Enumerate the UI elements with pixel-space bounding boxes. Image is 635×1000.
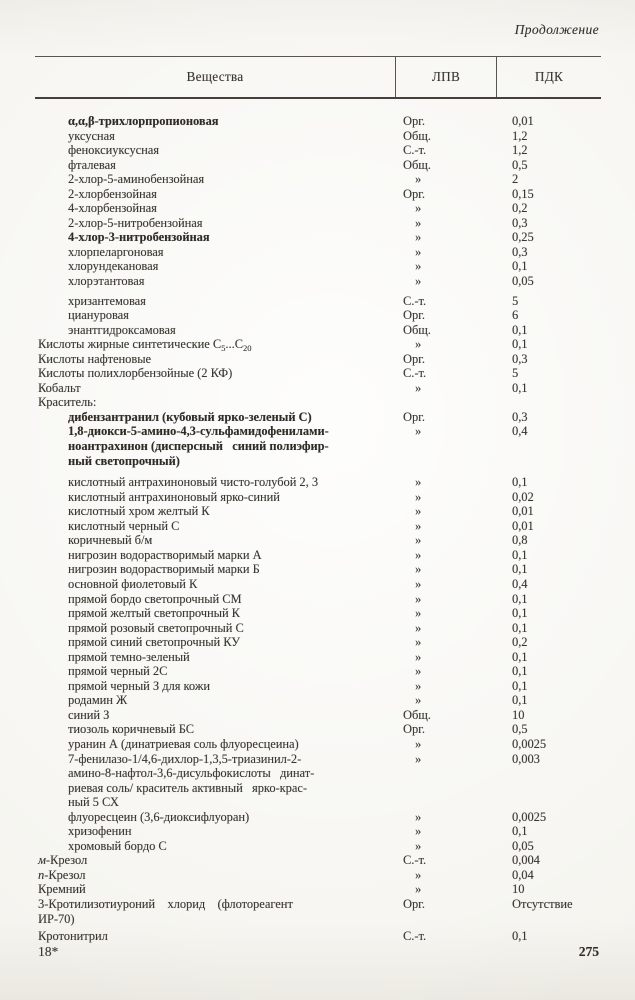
table-row (35, 308, 601, 323)
substance-name-line: хлорпеларгоновая (68, 244, 164, 259)
table-row (35, 352, 601, 367)
substance-name (35, 533, 392, 548)
pdk-value: 0,01 (512, 114, 534, 128)
substance-name-line: кислотный антрахиноновый чисто-голубой 2, 3 (68, 475, 319, 490)
lpv-value: » (415, 201, 422, 216)
pdk-value: 0,1 (512, 693, 528, 708)
substance-name (35, 562, 392, 577)
substance-name (35, 172, 392, 187)
pdk-value: 0,0025 (512, 736, 547, 751)
table-row (35, 737, 601, 752)
substance-name-line: Кремний (38, 882, 86, 897)
substance-name-line: циануровая (68, 308, 129, 323)
table-row (35, 664, 601, 679)
table-row (35, 868, 601, 883)
pdk-value: 0,1 (512, 259, 528, 274)
table-row (35, 172, 601, 187)
table-row (35, 592, 601, 607)
table-row (35, 337, 601, 352)
substance-name-line: хризофенин (68, 824, 132, 839)
lpv-value: С.-т. (403, 143, 427, 158)
table-row (35, 853, 601, 868)
substance-name (35, 230, 392, 245)
substance-name (35, 693, 392, 708)
lpv-value: Орг. (403, 351, 425, 366)
substance-name-line: прямой черный З для кожи (68, 678, 210, 693)
substance-name-line: хлорундекановая (68, 259, 159, 274)
lpv-value: » (415, 274, 422, 289)
table-row (35, 424, 601, 468)
substance-name-line: м-Крезол (38, 853, 88, 868)
pdk-value: 2 (512, 172, 519, 187)
substance-name (35, 929, 392, 944)
lpv-value: » (415, 838, 422, 853)
substance-name (35, 504, 392, 519)
substance-name-line: энантгидроксамовая (68, 322, 176, 337)
table-row (35, 504, 601, 519)
pdk-value: 0,1 (512, 475, 528, 490)
table-header (35, 56, 601, 99)
lpv-value: » (415, 620, 422, 635)
substance-name (35, 337, 392, 352)
pdk-value: 5 (512, 366, 519, 381)
lpv-value: » (415, 635, 422, 650)
lpv-value: С.-т. (403, 293, 427, 308)
substance-name (35, 187, 392, 202)
pdk-value: 0,1 (512, 591, 528, 606)
substance-name (35, 294, 392, 309)
pdk-value: 0,1 (512, 929, 528, 944)
substance-name (35, 708, 392, 723)
substance-name-line: 2-хлор-5-аминобензойная (68, 172, 205, 187)
substance-name (35, 621, 392, 636)
substance-name (35, 606, 392, 621)
substance-name (35, 395, 392, 410)
substance-name-line: ноантрахинон (дисперсный синий полиэфир- (68, 439, 329, 454)
substance-name-line: кислотный антрахиноновый ярко-синий (68, 489, 280, 504)
pdk-value: 6 (512, 308, 519, 323)
pdk-value: 0,1 (512, 606, 528, 621)
pdk-value: 0,25 (512, 230, 534, 245)
pdk-value: 0,1 (512, 547, 528, 562)
pdk-value: 0,1 (512, 380, 528, 395)
lpv-value: » (415, 882, 422, 897)
substance-name (35, 868, 392, 883)
substance-name (35, 592, 392, 607)
lpv-value: » (415, 230, 422, 245)
pdk-value: 0,1 (512, 322, 528, 337)
pdk-value: 1,2 (512, 128, 528, 143)
table-row (35, 606, 601, 621)
substance-name-line: 2-хлорбензойная (68, 186, 157, 201)
substance-name-line: прямой желтый светопрочный К (68, 606, 240, 621)
substance-name-line: уксусная (68, 128, 115, 143)
column-header-substances: Вещества (186, 69, 244, 84)
substance-name-line: 2-хлор-5-нитробензойная (68, 215, 203, 230)
substance-name (35, 216, 392, 231)
table-row (35, 650, 601, 665)
pdk-value: 0,003 (512, 751, 540, 766)
substance-name-line: п-Крезол (38, 867, 86, 882)
lpv-value: Орг. (403, 722, 425, 737)
substance-name (35, 635, 392, 650)
pdk-value: 0,01 (512, 518, 534, 533)
lpv-value: Орг. (403, 409, 425, 424)
substance-name (35, 824, 392, 839)
lpv-value: Общ. (403, 157, 431, 172)
substance-name (35, 323, 392, 338)
table-row (35, 245, 601, 260)
pdk-value: 0,0025 (512, 809, 547, 824)
table-row (35, 752, 601, 810)
column-header-pdk: ПДК (496, 57, 601, 97)
lpv-value: » (415, 736, 422, 751)
lpv-value: » (415, 693, 422, 708)
substance-name-line: 3-Кротилизотиуроний хлорид (флотореагент (38, 896, 293, 911)
pdk-value: 0,2 (512, 201, 528, 216)
pdk-value: 0,01 (512, 504, 534, 519)
page-footer (38, 944, 599, 960)
substance-name-line: основной фиолетовый К (68, 576, 198, 591)
lpv-value: » (415, 606, 422, 621)
table-row (35, 410, 601, 425)
substance-name (35, 650, 392, 665)
substance-name (35, 664, 392, 679)
substance-name-line: прямой синий светопрочный КУ (68, 635, 241, 650)
table-row (35, 475, 601, 490)
pdk-value: 0,4 (512, 424, 528, 439)
substance-name-line: Кротонитрил (38, 929, 108, 944)
lpv-value: Орг. (403, 186, 425, 201)
substance-name-line: хризантемовая (68, 293, 146, 308)
table-row (35, 722, 601, 737)
column-header-lpv: ЛПВ (395, 57, 496, 97)
pdk-value: 0,1 (512, 649, 528, 664)
table-row (35, 216, 601, 231)
pdk-value: 0,1 (512, 337, 528, 352)
lpv-value: » (415, 259, 422, 274)
table-row (35, 548, 601, 563)
pdk-value: 0,5 (512, 722, 528, 737)
substance-name (35, 259, 392, 274)
substance-name-line: ный 5 СХ (68, 795, 119, 810)
substance-name (35, 679, 392, 694)
substance-name (35, 752, 392, 810)
table-row (35, 129, 601, 144)
substance-name-line: дибензантранил (кубовый ярко-зеленый С) (68, 409, 312, 424)
substance-name-line: прямой розовый светопрочный С (68, 620, 244, 635)
substance-name-line: кислотный черный С (68, 518, 180, 533)
substance-name (35, 352, 392, 367)
substance-name (35, 201, 392, 216)
substance-name-line: фталевая (68, 157, 116, 172)
pdk-value: 10 (512, 882, 525, 897)
pdk-value: 0,05 (512, 838, 534, 853)
pdk-value: 0,8 (512, 533, 528, 548)
table-row (35, 158, 601, 173)
substance-name-line: риевая соль/ краситель активный ярко-крас- (68, 780, 307, 795)
lpv-value: Орг. (403, 308, 425, 323)
substance-name-line: прямой бордо светопрочный СМ (68, 591, 242, 606)
pdk-value: 10 (512, 707, 525, 722)
table-row (35, 323, 601, 338)
substance-name-line: 4-хлорбензойная (68, 201, 157, 216)
substance-name (35, 548, 392, 563)
table-row (35, 635, 601, 650)
pdk-value: 0,1 (512, 664, 528, 679)
table-row (35, 577, 601, 592)
substance-name (35, 722, 392, 737)
signature-mark: 18* (38, 944, 59, 959)
substance-name-line: феноксиуксусная (68, 143, 159, 158)
table-row (35, 274, 601, 289)
pdk-value: 0,3 (512, 215, 528, 230)
pdk-value: 0,2 (512, 635, 528, 650)
substance-name-line: уранин А (динатриевая соль флуоресцеина) (68, 736, 299, 751)
lpv-value: » (415, 475, 422, 490)
table-row (35, 381, 601, 396)
substance-name-line: нигрозин водорастворимый марки А (68, 547, 262, 562)
lpv-value: » (415, 504, 422, 519)
lpv-value: Общ. (403, 707, 431, 722)
substance-name-line: α,α,β-трихлорпропионовая (68, 114, 219, 128)
substance-name-line: хлорэтантовая (68, 274, 145, 289)
table-row (35, 143, 601, 158)
substance-name (35, 839, 392, 854)
substance-name (35, 577, 392, 592)
lpv-value: » (415, 337, 422, 352)
lpv-value: С.-т. (403, 853, 427, 868)
table-row (35, 882, 601, 897)
pdk-value: 0,004 (512, 853, 540, 868)
substance-name-line: тиозоль коричневый БС (68, 722, 194, 737)
substance-name (35, 897, 392, 926)
substance-name-line: Кислоты полихлорбензойные (2 КФ) (38, 366, 233, 381)
pdk-value: 0,04 (512, 867, 534, 882)
substance-name-line: Кобальт (38, 380, 81, 395)
lpv-value: » (415, 562, 422, 577)
lpv-value: » (415, 867, 422, 882)
lpv-value: » (415, 489, 422, 504)
substance-name-line: ИР-70) (38, 911, 75, 926)
table-row (35, 259, 601, 274)
table-row (35, 824, 601, 839)
table-row (35, 621, 601, 636)
substance-name-line: прямой темно-зеленый (68, 649, 190, 664)
substance-name (35, 245, 392, 260)
table-row (35, 490, 601, 505)
substance-name (35, 475, 392, 490)
pdk-value: 0,5 (512, 157, 528, 172)
pdk-value: 0,1 (512, 562, 528, 577)
table-row (35, 897, 601, 926)
table-row (35, 294, 601, 309)
table-row (35, 366, 601, 381)
substance-name-line: синий З (68, 707, 110, 722)
substance-name (35, 853, 392, 868)
table-row (35, 187, 601, 202)
lpv-value: » (415, 591, 422, 606)
lpv-value: Орг. (403, 114, 425, 128)
table-body (35, 99, 601, 944)
pdk-value: Отсутствие (512, 896, 573, 911)
lpv-value: С.-т. (403, 366, 427, 381)
lpv-value: » (415, 380, 422, 395)
substance-name-line: Краситель: (38, 395, 97, 410)
pdk-value: 0,3 (512, 409, 528, 424)
pdk-value: 0,3 (512, 244, 528, 259)
pdk-value: 0,15 (512, 186, 534, 201)
table-row (35, 708, 601, 723)
lpv-value: » (415, 172, 422, 187)
substance-name-line: амино-8-нафтол-3,6-дисульфокислоты динат- (68, 766, 315, 781)
pdk-value: 1,2 (512, 143, 528, 158)
substance-name-line: хромовый бордо С (68, 838, 167, 853)
lpv-value: » (415, 678, 422, 693)
lpv-value: » (415, 424, 422, 439)
lpv-value: » (415, 533, 422, 548)
substance-name-line: ный светопрочный) (68, 453, 180, 468)
substance-name-line: Кислоты жирные синтетические $С_5...С_{20}$ (38, 337, 252, 354)
lpv-value: Общ. (403, 322, 431, 337)
table-row (35, 533, 601, 548)
table-row (35, 929, 601, 944)
table-row (35, 201, 601, 216)
substance-name (35, 114, 392, 129)
substance-name (35, 308, 392, 323)
substance-name (35, 381, 392, 396)
lpv-value: » (415, 751, 422, 766)
lpv-value: » (415, 576, 422, 591)
substance-name (35, 129, 392, 144)
page-number: 275 (578, 944, 599, 959)
table-row (35, 519, 601, 534)
lpv-value: Общ. (403, 128, 431, 143)
table-row (35, 810, 601, 825)
table-row (35, 693, 601, 708)
substance-name (35, 366, 392, 381)
substance-name-line: прямой черный 2С (68, 664, 168, 679)
lpv-value: » (415, 824, 422, 839)
substance-name-line: нигрозин водорастворимый марки Б (68, 562, 260, 577)
table-row (35, 395, 601, 410)
substance-name (35, 158, 392, 173)
table-row (35, 679, 601, 694)
table-row (35, 562, 601, 577)
substance-name (35, 143, 392, 158)
pdk-value: 0,05 (512, 274, 534, 289)
substance-name (35, 519, 392, 534)
pdk-value: 5 (512, 293, 519, 308)
substance-name (35, 810, 392, 825)
substance-name-line: родамин Ж (68, 693, 128, 708)
pdk-value: 0,02 (512, 489, 534, 504)
table-row (35, 114, 601, 129)
lpv-value: » (415, 244, 422, 259)
lpv-value: » (415, 518, 422, 533)
substance-name (35, 424, 392, 468)
pdk-value: 0,1 (512, 678, 528, 693)
table-row (35, 839, 601, 854)
lpv-value: » (415, 547, 422, 562)
lpv-value: » (415, 649, 422, 664)
substance-name-line: 1,8-диокси-5-амино-4,3-сульфамидофенилами- (68, 424, 329, 439)
lpv-value: » (415, 664, 422, 679)
continuation-label: Продолжение (514, 22, 599, 37)
pdk-value: 0,1 (512, 824, 528, 839)
lpv-value: С.-т. (403, 929, 427, 944)
substance-name (35, 490, 392, 505)
substances-table (35, 56, 601, 944)
lpv-value: » (415, 809, 422, 824)
pdk-value: 0,3 (512, 351, 528, 366)
lpv-value: Орг. (403, 896, 425, 911)
substance-name-line: 7-фенилазо-1/4,6-дихлор-1,3,5-триазинил-2- (68, 751, 302, 766)
substance-name (35, 737, 392, 752)
substance-name-line: флуоресцеин (3,6-диоксифлуоран) (68, 809, 250, 824)
substance-name-line: коричневый б/м (68, 533, 153, 548)
substance-name-line: Кислоты нафтеновые (38, 351, 152, 366)
pdk-value: 0,1 (512, 620, 528, 635)
table-row (35, 230, 601, 245)
substance-name (35, 410, 392, 425)
substance-name-line: кислотный хром желтый К (68, 504, 210, 519)
substance-name (35, 274, 392, 289)
substance-name-line: 4-хлор-3-нитробензойная (68, 230, 210, 245)
pdk-value: 0,4 (512, 576, 528, 591)
lpv-value: » (415, 215, 422, 230)
substance-name (35, 882, 392, 897)
